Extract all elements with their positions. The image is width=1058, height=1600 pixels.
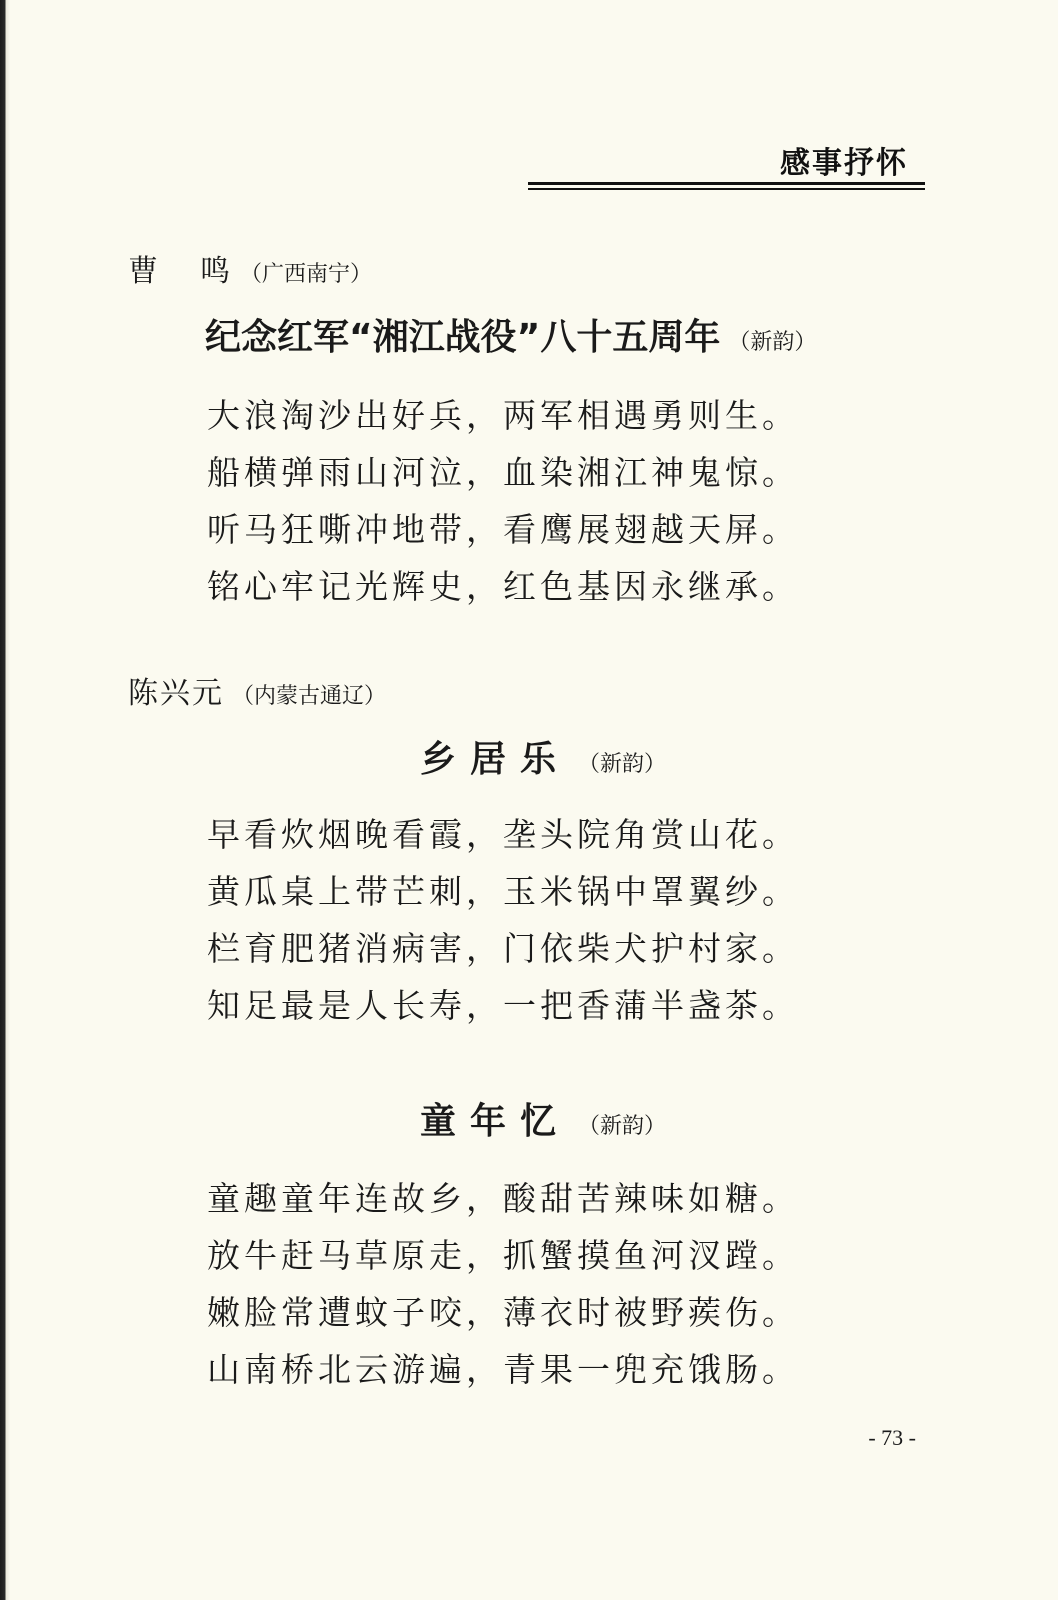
header-rule — [528, 182, 925, 190]
poem-title-text: 纪念红军“湘江战役”八十五周年 — [205, 317, 721, 358]
poem-body — [207, 387, 799, 615]
poem-line: 知足最是人长寿，一把香蒲半盏茶。 — [207, 986, 799, 1025]
poem-line: 黄瓜桌上带芒刺，玉米锅中罩翼纱。 — [207, 872, 799, 911]
poem-body — [207, 1170, 799, 1398]
author-place: （广西南宁） — [240, 262, 373, 287]
author-place: （内蒙古通辽） — [232, 684, 387, 709]
poem-line: 铭心牢记光辉史，红色基因永继承。 — [207, 567, 799, 606]
poem-line: 嫩脸常遭蚊子咬，薄衣时被野蒺伤。 — [207, 1293, 799, 1332]
poem-line: 大浪淘沙出好兵，两军相遇勇则生。 — [207, 396, 799, 435]
poem-line: 早看炊烟晚看霞，垄头院角赏山花。 — [207, 815, 799, 854]
poem-line: 童趣童年连故乡，酸甜苦辣味如糖。 — [207, 1179, 799, 1218]
poem-line: 船横弹雨山河泣，血染湘江神鬼惊。 — [207, 453, 799, 492]
poem-title — [205, 316, 816, 365]
poem-line: 栏育肥猪消病害，门依柴犬护村家。 — [207, 929, 799, 968]
poem-line: 放牛赶马草原走，抓蟹摸鱼河汊蹚。 — [207, 1236, 799, 1275]
poem-line: 听马狂嘶冲地带，看鹰展翅越天屏。 — [207, 510, 799, 549]
poem-title — [420, 738, 666, 787]
poem-title-text: 童年忆 — [420, 1101, 571, 1142]
poem-line: 山南桥北云游遍，青果一兜充饿肠。 — [207, 1350, 799, 1389]
page-binding-edge — [0, 0, 10, 1600]
author-given-name: 鸣 — [200, 254, 232, 289]
section-header: 感事抒怀 — [780, 146, 908, 181]
author-name: 陈兴元 — [128, 676, 224, 711]
poem-title — [420, 1100, 666, 1149]
rhyme-note: （新韵） — [578, 752, 667, 777]
poem-body — [207, 806, 799, 1034]
page-number: - 73 - — [868, 1425, 916, 1450]
poem-title-text: 乡居乐 — [420, 739, 571, 780]
author-line — [128, 676, 386, 715]
author-line — [128, 254, 372, 293]
rhyme-note: （新韵） — [728, 330, 817, 355]
author-surname: 曹 — [128, 254, 160, 289]
rhyme-note: （新韵） — [578, 1114, 667, 1139]
